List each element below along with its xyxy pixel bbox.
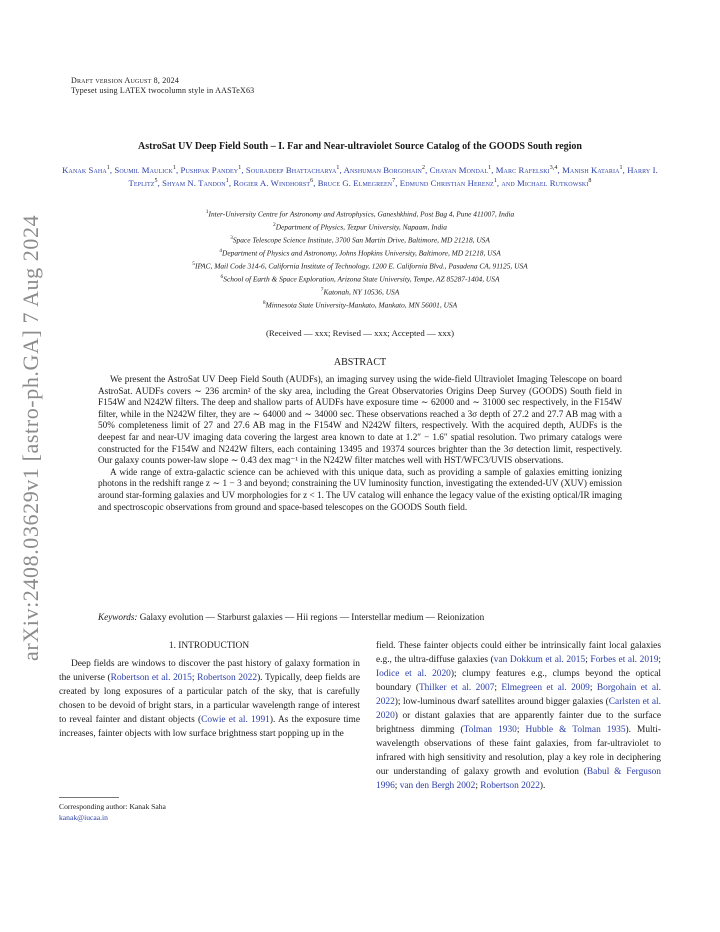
affiliation	[60, 285, 660, 298]
body-text: ;	[589, 683, 597, 693]
affiliation-text: School of Earth & Space Exploration, Arizona State University, Tempe, AZ 85287-1404, USA	[223, 274, 500, 284]
body-text: field. These fainter objects could either be intrinsically faint local galaxies e.g., the ultra-diffuse galaxies (	[376, 641, 661, 665]
author-affiliation-mark: 3,4	[549, 165, 558, 171]
affiliation-text: Space Telescope Science Institute, 3700 San Martin Drive, Baltimore, MD 21218, USA	[232, 235, 490, 245]
body-text: ); low-luminous dwarf satellites around bigger galaxies (	[394, 697, 609, 707]
affiliation	[60, 259, 660, 272]
author-affiliation-mark: 1	[225, 178, 229, 185]
affiliation	[60, 220, 660, 233]
affiliation-text: Katonah, NY 10536, USA	[323, 287, 400, 297]
author-affiliation-mark: 1	[238, 165, 242, 171]
affiliation-text: IPAC, Mail Code 314-6, California Institute of Technology, 1200 E. California Blvd., Pasadena CA, 91125, USA	[195, 261, 528, 271]
citation-link[interactable]: van den Bergh 2002	[399, 781, 476, 791]
introduction-paragraph-continued	[376, 639, 661, 793]
affiliation-number: 7	[320, 287, 324, 294]
affiliation	[60, 246, 660, 259]
body-text: ) or distant galaxies that are apparently fainter due to the surface brightness dimming (	[376, 711, 661, 735]
citation-link[interactable]: Cowie et al. 1991	[201, 715, 270, 725]
received-dates: (Received — xxx; Revised — xxx; Accepted — xxx)	[265, 328, 455, 338]
body-text: ;	[191, 673, 198, 683]
body-text: ;	[394, 781, 400, 791]
introduction-paragraph	[59, 657, 360, 741]
body-text: ). As the exposure time increases, fainter objects with low surface brightness start popping up in the	[59, 715, 360, 739]
author-name[interactable]: Kanak Saha	[62, 164, 107, 175]
corresponding-author: Corresponding author: Kanak Saha	[59, 802, 166, 811]
author-name[interactable]: Rogier A. Windhorst	[233, 178, 311, 189]
abstract-heading: ABSTRACT	[333, 357, 387, 368]
author-affiliation-mark: 2	[421, 165, 426, 171]
keywords-label: Keywords:	[98, 612, 138, 622]
affiliation-text: Department of Physics, Tezpur University, Napaam, India	[275, 222, 447, 232]
author-affiliation-mark: 1	[336, 165, 340, 171]
author-name[interactable]: Chayan Mondal	[429, 164, 489, 175]
affiliation	[60, 207, 660, 220]
author-name[interactable]: Marc Rafelski	[495, 164, 550, 175]
author-affiliation-mark: 1	[172, 165, 176, 171]
body-text: ).	[539, 781, 546, 791]
citation-link[interactable]: van Dokkum et al. 2015	[493, 655, 586, 665]
author-list: Kanak Saha$^1$, Soumil Maulick$^1$, Pushpak Pandey$^1$, Souradeep Bhattacharya$^1$, Anshuman Borgohain$^2$, Chayan Mondal$^1$, Marc Rafelski$^{3,4}$, Manish Kataria$^1$, Harry I. Teplitz$^5$, Shyam N. Tandon$^1$, Rogier A. Windhorst$^6$, Bruce G. Elmegreen$^7$, Edmund Christian Herenz$^1$, and Michael Rutkowski$^8$	[62, 164, 658, 189]
author-affiliation-mark: 6	[310, 178, 314, 185]
paper-title: AstroSat UV Deep Field South – I. Far and Near-ultraviolet Source Catalog of the GOODS South region	[138, 141, 582, 152]
citation-link[interactable]: Forbes et al. 2019	[590, 655, 659, 665]
affiliation-number: 5	[192, 261, 196, 268]
corresponding-author-footnote	[59, 801, 359, 823]
body-text: ;	[494, 683, 502, 693]
author-name[interactable]: Anshuman Borgohain	[343, 164, 422, 175]
abstract-paragraph-1: We present the AstroSat UV Deep Field South (AUDFs), an imaging survey using the wide-field Ultraviolet Imaging Telescope on board AstroSat. AUDFs covers ∼ 236 arcmin² of the sky area, including the Great Observatories Origins Deep Survey (GOODS) South field in F154W and N242W filters. The deep and shallow parts of AUDFs have exposure time ∼ 62000 and ∼ 31000 sec respectively, in the F154W filter, while in the N242W filter, they are ∼ 64000 and ∼ 34000 sec. These observations reached a 3σ depth of 27.2 and 27.7 AB mag with a 50% completeness limit of 27 and 27.6 AB mag in the F154W and N242W filters, respectively. With the acquired depth, AUDFs is the deepest far and near-UV imaging data covering the largest area known to date at 1.2″ − 1.6″ spatial resolution. Two primary catalogs were constructed for the F154W and N242W filters, each containing 13495 and 19374 sources brighter than the 3σ detection limit, respectively. Our galaxy counts power-law slope ∼ 0.43 dex mag⁻¹ in the N242W filter matches well with HST/WFC3/UVIS observations.	[98, 374, 622, 466]
affiliation-text: Department of Physics and Astronomy, Johns Hopkins University, Baltimore, MD 21218, USA	[222, 248, 501, 258]
abstract-body	[98, 374, 622, 513]
body-text: ;	[475, 781, 481, 791]
affiliation-number: 8	[262, 300, 266, 307]
affiliation	[60, 272, 660, 285]
affiliation-number: 4	[219, 248, 223, 255]
author-affiliation-mark: 1	[106, 165, 110, 171]
introduction-left-column	[59, 657, 360, 741]
affiliation-list	[60, 207, 660, 312]
body-text: Deep fields are windows to discover the past history of galaxy formation in the universe (	[59, 659, 360, 683]
body-text: ). Typically, deep fields are created by long exposures of a particular patch of the sky, that is carefully chosen to be devoid of bright stars, in a particular wavelength range of interest to reveal fainter and distant objects (	[59, 673, 360, 725]
arxiv-stamp-text: arXiv:2408.03629v1 [astro-ph.GA] 7 Aug 2024	[18, 214, 43, 661]
author-name[interactable]: Soumil Maulick	[114, 164, 173, 175]
citation-link[interactable]: Babul & Ferguson 1996	[376, 767, 661, 791]
keywords	[98, 611, 622, 623]
citation-link[interactable]: Borgohain et al. 2022	[376, 683, 661, 707]
keywords-text: Galaxy evolution — Starburst galaxies — Hii regions — Interstellar medium — Reionization	[139, 612, 485, 622]
citation-link[interactable]: Thilker et al. 2007	[418, 683, 495, 693]
introduction-right-column	[376, 639, 661, 793]
author-name[interactable]: Bruce G. Elmegreen	[317, 178, 393, 189]
author-affiliation-mark: 1	[493, 178, 497, 185]
author-name[interactable]: Pushpak Pandey	[180, 164, 239, 175]
affiliation	[60, 298, 660, 311]
author-name[interactable]: Souradeep Bhattacharya	[245, 164, 337, 175]
citation-link[interactable]: Robertson 2022	[197, 673, 258, 683]
citation-link[interactable]: Tolman 1930	[463, 725, 517, 735]
affiliation-number: 6	[220, 274, 224, 281]
body-text: ). Multi-wavelength observations of these faint galaxies, from far-ultraviolet to infrared with high sensitivity and resolution, play a key role in deciphering our understanding of galaxy growth and evolution (	[376, 725, 661, 777]
affiliation-text: Minnesota State University-Mankato, Mankato, MN 56001, USA	[265, 300, 458, 310]
arxiv-identifier-stamp	[0, 0, 50, 932]
abstract-paragraph-2: A wide range of extra-galactic science can be achieved with this unique data, such as providing a sample of galaxies emitting ionizing photons in the redshift range z ∼ 1 − 3 and beyond; constraining the UV luminosity function, investigating the extended-UV (XUV) emission around star-forming galaxies and UV morphologies for z < 1. The UV catalog will enhance the legacy value of the existing optical/IR imaging and spectroscopic observations from ground and space-based telescopes on the GOODS South field.	[98, 466, 622, 512]
author-email-link[interactable]: kanak@iucaa.in	[59, 813, 108, 822]
section-heading-introduction: 1. INTRODUCTION	[168, 641, 250, 651]
body-text: ;	[658, 655, 661, 665]
author-affiliation-mark: 8	[588, 178, 592, 185]
author-name[interactable]: Shyam N. Tandon	[162, 178, 226, 189]
author-affiliation-mark: 1	[488, 165, 492, 171]
draft-version: Draft version August 8, 2024	[71, 76, 180, 85]
citation-link[interactable]: Iodice et al. 2020	[376, 669, 451, 679]
author-name[interactable]: and Michael Rutkowski	[501, 178, 589, 189]
affiliation-number: 1	[205, 209, 209, 215]
body-text: ); clumpy features e.g., clumps beyond the optical boundary (	[376, 669, 661, 693]
author-name[interactable]: Manish Kataria	[562, 164, 620, 175]
affiliation-number: 3	[230, 235, 233, 242]
body-text: ;	[585, 655, 591, 665]
author-affiliation-mark: 5	[154, 178, 158, 185]
footnote-rule	[59, 797, 119, 798]
author-name[interactable]: Edmund Christian Herenz	[399, 178, 494, 189]
citation-link[interactable]: Robertson et al. 2015	[110, 673, 192, 683]
body-text: ;	[516, 725, 526, 735]
author-affiliation-mark: 1	[619, 165, 623, 171]
affiliation	[60, 233, 660, 246]
author-name[interactable]: Harry I. Teplitz	[128, 164, 658, 189]
author-affiliation-mark: 7	[392, 178, 396, 185]
affiliation-number: 2	[273, 222, 276, 229]
typeset-note: Typeset using LATEX twocolumn style in AASTeX63	[71, 86, 255, 95]
running-header	[71, 76, 254, 96]
citation-link[interactable]: Elmegreen et al. 2009	[501, 683, 590, 693]
citation-link[interactable]: Robertson 2022	[480, 781, 540, 791]
citation-link[interactable]: Hubble & Tolman 1935	[525, 725, 626, 735]
affiliation-text: Inter-University Centre for Astronomy and Astrophysics, Ganeshkhind, Post Bag 4, Pune 411007, India	[208, 209, 515, 219]
citation-link[interactable]: Carlsten et al. 2020	[376, 697, 661, 721]
